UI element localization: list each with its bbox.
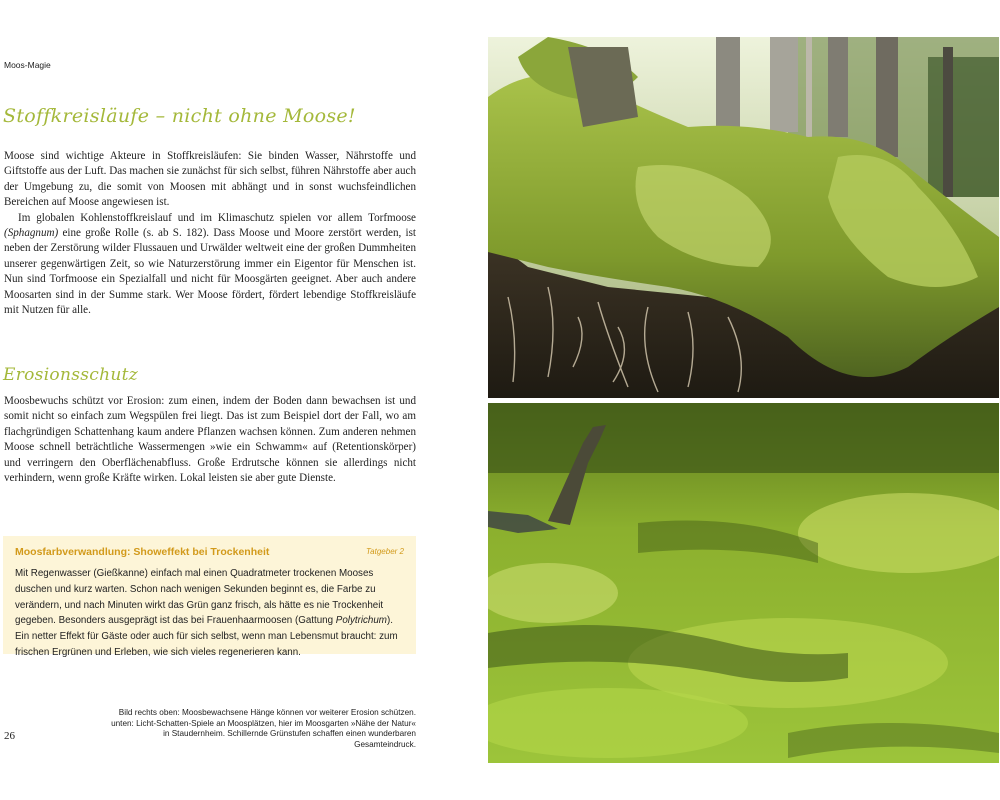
running-head: Moos-Magie bbox=[4, 60, 51, 70]
section-body-nutrient-cycles bbox=[4, 149, 416, 318]
caption-line: unten: Licht-Schatten-Spiele an Moosplätzen, hier im Moosgarten »Nähe der Natur« bbox=[111, 718, 416, 728]
text-run: eine große Rolle (s. ab S. 182). Dass Moose und Moore zerstört werden, ist neben der Zerstörung wilder Flussauen und Urwälder weltweit eine der großen Dummheiten unserer gegenwärtigen Zeit, so wie Naturzerstörung immer ein Eigentor für Menschen ist. Nun sind Torfmoose ein Spezialfall und nicht für Moosgärten geeignet. Aber auch andere Moosarten sind in der Summe stark. Wer Moose fördert, fördert lebendige Stoffkreisläufe mit Nutzen für alle. bbox=[4, 227, 416, 317]
paragraph bbox=[4, 211, 416, 319]
section-body-erosion bbox=[4, 394, 416, 486]
tip-box bbox=[3, 536, 416, 658]
caption-line: in Staudernheim. Schillernde Grünstufen schaffen einen wunderbaren Gesamteindruck. bbox=[163, 729, 416, 749]
italic-term: (Sphagnum) bbox=[4, 227, 59, 240]
paragraph: Moosbewuchs schützt vor Erosion: zum einen, indem der Boden dann bewachsen ist und somit nicht so einfach zum Wegspülen frei liegt. Das ist zum Beispiel dort der Fall, wo am flachgründigen Schattenhang kaum andere Pflanzen wachsen können. Zum anderen nehmen Moose schnell beträchtliche Wassermengen »wie ein Schwamm« auf (Retentionskörper) und verringern den Oberflächenabfluss. Große Erdrutsche können sie allerdings nicht verhindern, wenn große Kräfte wirken. Lokal leisten sie aber gute Dienste. bbox=[4, 395, 416, 485]
left-page bbox=[0, 0, 440, 800]
photo-mossy-slope bbox=[488, 37, 999, 398]
tip-reference: Tatgeber 2 bbox=[366, 547, 404, 556]
caption-line: Bild rechts oben: Moosbewachsene Hänge können vor weiterer Erosion schützen. bbox=[118, 708, 416, 717]
page-number: 26 bbox=[4, 730, 15, 742]
tip-title: Moosfarbverwandlung: Showeffekt bei Trockenheit bbox=[15, 546, 270, 558]
section-heading-erosion: Erosionsschutz bbox=[3, 365, 138, 385]
text-run: ). Ein netter Effekt für Gäste oder auch für sich selbst, wenn man Lebensmut braucht: zum frischen Ergrünen und Erleben, wie sich vieles regenerieren kann. bbox=[15, 615, 398, 658]
section-heading-nutrient-cycles: Stoffkreisläufe – nicht ohne Moose! bbox=[3, 105, 356, 127]
photo-moss-garden bbox=[488, 403, 999, 763]
tip-text bbox=[15, 566, 407, 661]
italic-term: Polytrichum bbox=[335, 615, 387, 627]
paragraph: Moose sind wichtige Akteure in Stoffkreisläufen: Sie binden Wasser, Nährstoffe und Giftstoffe aus der Luft. Das machen sie zunächst für sich selbst, führen Nährstoffe aber auch der Umgebung zu, die somit von Moosen mit abhängt und in sonst wuchsfeindlichen Bereichen auf Moose angewiesen ist. bbox=[4, 150, 416, 209]
photo-caption bbox=[100, 708, 416, 750]
text-run: Mit Regenwasser (Gießkanne) einfach mal einen Quadratmeter trockenen Mooses duschen und kurz warten. Schon nach wenigen Sekunden beginnt es, die Farbe zu verändern, und nach Minuten wirkt das Grün ganz frisch, als hätte es nie Trockenheit gegeben. Besonders ausgeprägt ist das bei Frauenhaarmoosen (Gattung bbox=[15, 568, 384, 627]
text-run: Im globalen Kohlenstoffkreislauf und im Klimaschutz spielen vor allem Torfmoose bbox=[18, 211, 416, 224]
